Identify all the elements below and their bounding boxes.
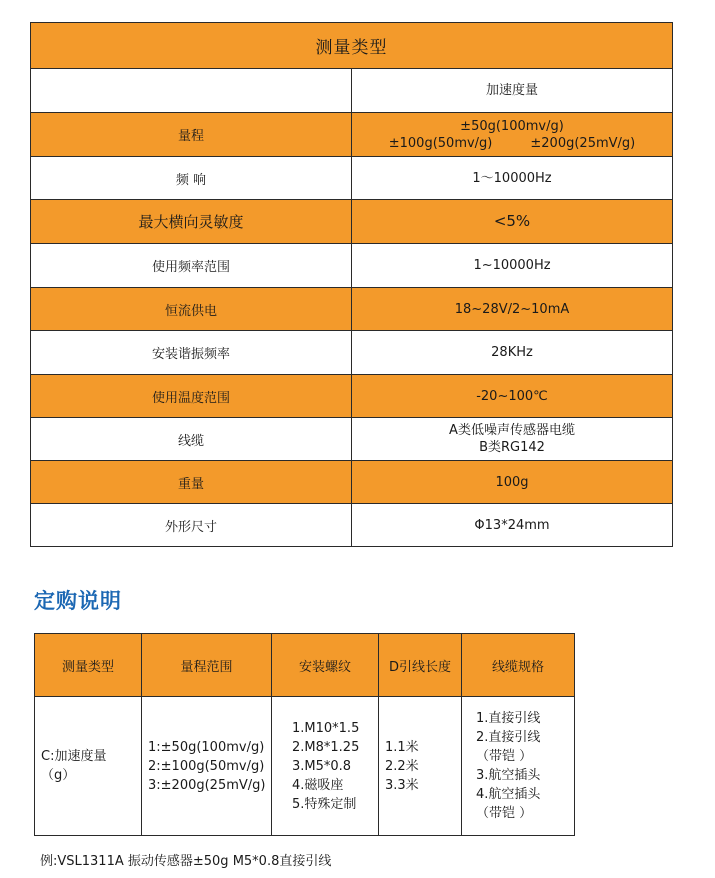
spec-label-resonance: 安装谐振频率 bbox=[31, 331, 352, 375]
order-range-option: 3:±200g(25mV/g) bbox=[148, 777, 266, 793]
spec-value-freq-response: 1～10000Hz bbox=[352, 157, 673, 200]
spec-label-type bbox=[31, 69, 352, 113]
spec-value-range bbox=[352, 113, 673, 157]
spec-row-transverse bbox=[31, 200, 673, 244]
spec-label-cable: 线缆 bbox=[31, 418, 352, 461]
order-cable-option: （带铠 ） bbox=[476, 806, 533, 821]
spec-label-transverse: 最大横向灵敏度 bbox=[31, 200, 352, 244]
order-header-type: 测量类型 bbox=[35, 634, 142, 697]
order-cell-range bbox=[142, 697, 272, 836]
spec-value-type: 加速度量 bbox=[352, 69, 673, 113]
spec-value-temperature: -20~100℃ bbox=[352, 375, 673, 418]
spec-value-cable bbox=[352, 418, 673, 461]
spec-cable-line-a: A类低噪声传感器电缆 bbox=[449, 423, 575, 438]
spec-value-resonance: 28KHz bbox=[352, 331, 673, 375]
spec-row-freq-response bbox=[31, 157, 673, 200]
spec-row-temperature bbox=[31, 375, 673, 418]
order-header-thread: 安装螺纹 bbox=[272, 634, 379, 697]
spec-row-range bbox=[31, 113, 673, 157]
spec-row-resonance bbox=[31, 331, 673, 375]
order-thread-option: 1.M10*1.5 bbox=[292, 720, 360, 736]
spec-label-range: 量程 bbox=[31, 113, 352, 157]
spec-label-freq-range: 使用频率范围 bbox=[31, 244, 352, 288]
order-header-row bbox=[35, 634, 575, 697]
order-type-unit: （g） bbox=[41, 768, 76, 783]
order-body-row bbox=[35, 697, 575, 836]
order-section-title: 定购说明 bbox=[34, 589, 122, 613]
order-type-line: C:加速度量 bbox=[41, 749, 107, 764]
order-cable-option: （带铠 ） bbox=[476, 749, 533, 764]
order-cable-option: 4.航空插头 bbox=[476, 787, 541, 802]
spec-row-dimensions bbox=[31, 504, 673, 547]
order-header-range: 量程范围 bbox=[142, 634, 272, 697]
spec-value-power: 18~28V/2~10mA bbox=[352, 288, 673, 331]
order-thread-option: 5.特殊定制 bbox=[292, 796, 357, 812]
order-thread-option: 4.磁吸座 bbox=[292, 777, 344, 793]
spec-row-freq-range bbox=[31, 244, 673, 288]
spec-row-power bbox=[31, 288, 673, 331]
spec-value-weight: 100g bbox=[352, 461, 673, 504]
spec-range-line-1: ±50g(100mv/g) bbox=[460, 118, 564, 134]
order-length-option: 3.3米 bbox=[385, 777, 419, 793]
order-range-option: 1:±50g(100mv/g) bbox=[148, 739, 265, 755]
order-header-lead-length: D引线长度 bbox=[379, 634, 462, 697]
spec-value-freq-range: 1~10000Hz bbox=[352, 244, 673, 288]
order-cell-cable-spec bbox=[462, 697, 575, 836]
order-table bbox=[34, 633, 575, 836]
order-length-option: 2.2米 bbox=[385, 758, 419, 774]
spec-value-transverse: <5% bbox=[352, 200, 673, 244]
spec-cable-line-b: B类RG142 bbox=[479, 440, 545, 455]
spec-title: 测量类型 bbox=[31, 23, 673, 69]
order-cable-option: 2.直接引线 bbox=[476, 730, 541, 745]
spec-range-100g: ±100g(50mv/g) bbox=[388, 135, 493, 151]
order-thread-option: 3.M5*0.8 bbox=[292, 758, 352, 774]
spec-label-temperature: 使用温度范围 bbox=[31, 375, 352, 418]
order-cell-thread bbox=[272, 697, 379, 836]
spec-row-weight bbox=[31, 461, 673, 504]
order-example: 例:VSL1311A 振动传感器±50g M5*0.8直接引线 bbox=[40, 854, 332, 869]
order-cell-lead-length bbox=[379, 697, 462, 836]
spec-label-freq-response: 频 响 bbox=[31, 157, 352, 200]
order-cable-option: 1.直接引线 bbox=[476, 711, 541, 726]
spec-row-cable bbox=[31, 418, 673, 461]
order-header-cable-spec: 线缆规格 bbox=[462, 634, 575, 697]
order-thread-option: 2.M8*1.25 bbox=[292, 739, 360, 755]
order-range-option: 2:±100g(50mv/g) bbox=[148, 758, 265, 774]
spec-row-type bbox=[31, 69, 673, 113]
spec-value-dimensions: Φ13*24mm bbox=[352, 504, 673, 547]
spec-range-line-2 bbox=[356, 135, 668, 152]
spec-label-weight: 重量 bbox=[31, 461, 352, 504]
order-length-option: 1.1米 bbox=[385, 739, 419, 755]
spec-range-200g: ±200g(25mV/g) bbox=[530, 135, 636, 151]
order-cell-type bbox=[35, 697, 142, 836]
spec-table bbox=[30, 22, 673, 547]
spec-label-power: 恒流供电 bbox=[31, 288, 352, 331]
order-cable-option: 3.航空插头 bbox=[476, 768, 541, 783]
spec-title-row bbox=[31, 23, 673, 69]
spec-label-dimensions: 外形尺寸 bbox=[31, 504, 352, 547]
